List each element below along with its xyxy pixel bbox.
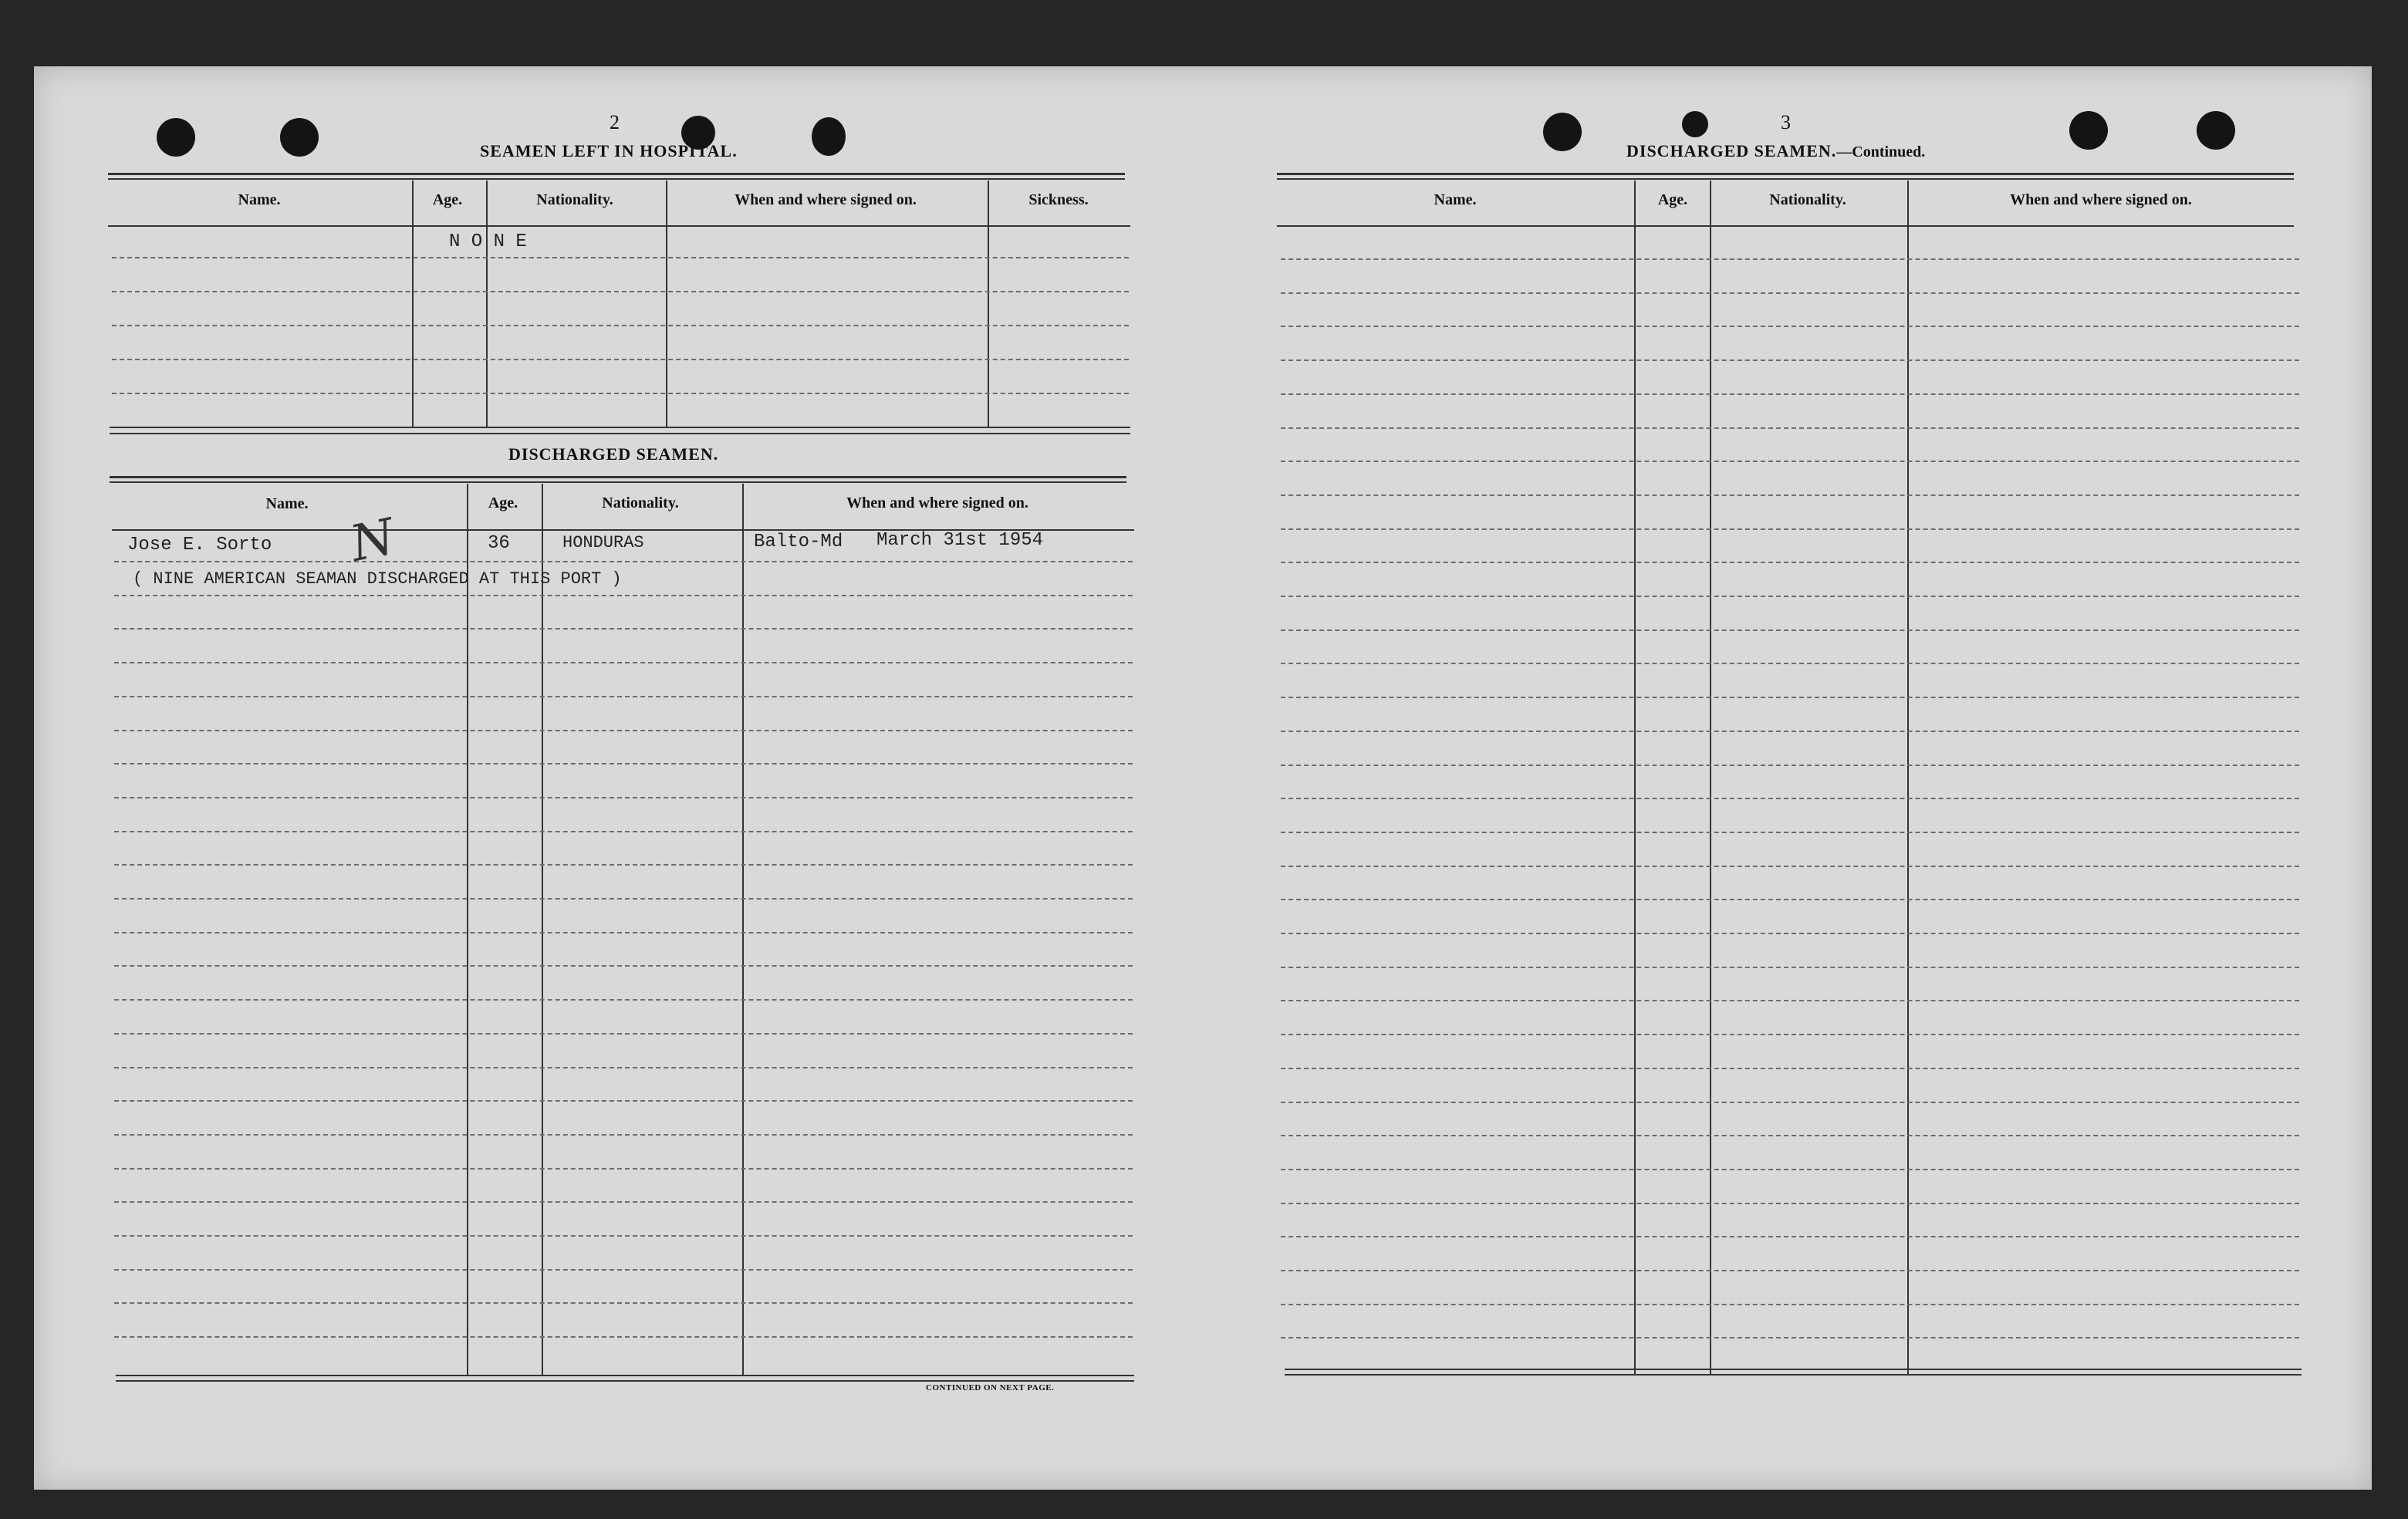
ruled-line — [114, 864, 1133, 866]
seaman-age: 36 — [488, 533, 510, 554]
ruled-line — [1281, 1034, 2299, 1035]
column-header-nationality: Nationality. — [1769, 191, 1846, 208]
ruled-line — [1281, 1135, 2299, 1136]
seaman-nationality: HONDURAS — [562, 533, 644, 552]
column-divider — [467, 484, 468, 1375]
ruled-line — [114, 1302, 1133, 1304]
page-number-left: 2 — [610, 111, 620, 133]
ruled-line — [1281, 1068, 2299, 1069]
rule — [110, 427, 1130, 428]
punch-hole — [1682, 111, 1708, 137]
rule — [110, 481, 1126, 483]
ruled-line — [114, 1235, 1133, 1237]
ruled-line — [1281, 1102, 2299, 1103]
rule — [116, 1375, 1134, 1376]
rule — [108, 173, 1125, 175]
ruled-line — [1281, 1304, 2299, 1305]
ruled-line — [114, 763, 1133, 765]
punch-hole — [2197, 111, 2235, 150]
ruled-line — [1281, 832, 2299, 833]
column-header-name: Name. — [265, 495, 309, 512]
ruled-line — [1281, 1169, 2299, 1170]
ruled-line — [1281, 697, 2299, 698]
column-header-name: Name. — [1434, 191, 1477, 208]
ruled-line — [114, 965, 1133, 967]
ruled-line — [114, 696, 1133, 697]
ruled-line — [1281, 1270, 2299, 1271]
punch-hole — [280, 118, 319, 157]
column-divider — [412, 181, 414, 427]
ruled-line — [114, 1269, 1133, 1271]
rule — [1277, 225, 2294, 227]
ruled-line — [1281, 528, 2299, 530]
ruled-line — [1281, 630, 2299, 631]
ruled-line — [1281, 393, 2299, 395]
ruled-line — [1281, 1203, 2299, 1204]
ruled-line — [114, 1100, 1133, 1102]
ruled-line — [114, 999, 1133, 1001]
ruled-line — [114, 932, 1133, 933]
ruled-line — [1281, 427, 2299, 429]
ruled-line — [1281, 1337, 2299, 1338]
discharged-title-text: DISCHARGED SEAMEN. — [1626, 141, 1837, 160]
ruled-line — [1281, 866, 2299, 867]
column-header-nationality: Nationality. — [602, 495, 679, 511]
ruled-line — [114, 628, 1133, 630]
handwritten-mark: N — [345, 508, 400, 574]
ruled-line — [1281, 292, 2299, 294]
ruled-line — [1281, 258, 2299, 260]
seaman-signed-on-date: March 31st 1954 — [876, 530, 1044, 551]
ruled-line — [1281, 461, 2299, 462]
ruled-line — [1281, 326, 2299, 327]
ruled-line — [1281, 596, 2299, 597]
ruled-line — [112, 257, 1129, 258]
ruled-line — [1281, 967, 2299, 968]
column-divider — [486, 181, 488, 427]
column-divider — [742, 484, 744, 1375]
ruled-line — [112, 325, 1129, 326]
column-header-signed-on: When and where signed on. — [846, 495, 1028, 511]
ruled-line — [1281, 731, 2299, 732]
ruled-line — [1281, 933, 2299, 934]
ruled-line — [114, 1067, 1133, 1068]
document-page — [34, 66, 2372, 1490]
column-header-signed-on: When and where signed on. — [735, 191, 917, 208]
ruled-line — [112, 393, 1129, 394]
ruled-line — [1281, 663, 2299, 664]
column-header-nationality: Nationality. — [536, 191, 613, 208]
page-number-right: 3 — [1781, 111, 1791, 133]
ruled-line — [114, 595, 1133, 596]
column-header-age: Age. — [488, 495, 518, 511]
discharged-section-title: DISCHARGED SEAMEN. — [508, 444, 719, 464]
ruled-line — [1281, 562, 2299, 563]
column-divider — [988, 181, 989, 427]
punch-hole — [812, 117, 846, 156]
rule — [1277, 173, 2294, 175]
column-divider — [666, 181, 667, 427]
column-header-sickness: Sickness. — [1028, 191, 1089, 208]
ruled-line — [114, 1033, 1133, 1035]
punch-hole — [2069, 111, 2108, 150]
ruled-line — [1281, 1000, 2299, 1001]
seaman-name: Jose E. Sorto — [127, 535, 272, 555]
column-divider — [542, 484, 543, 1375]
ruled-line — [112, 291, 1129, 292]
discharged-continued-title — [1626, 141, 1925, 161]
ruled-line — [114, 561, 1133, 562]
rule — [108, 178, 1125, 180]
ruled-line — [114, 730, 1133, 731]
discharge-note: ( NINE AMERICAN SEAMAN DISCHARGED AT THIS PORT ) — [133, 569, 622, 589]
ruled-line — [114, 898, 1133, 900]
column-header-age: Age. — [432, 191, 463, 208]
rule — [110, 433, 1130, 434]
ruled-line — [114, 831, 1133, 832]
ruled-line — [114, 662, 1133, 663]
rule — [1277, 178, 2294, 180]
ruled-line — [114, 1134, 1133, 1136]
ruled-line — [1281, 495, 2299, 496]
punch-hole — [1543, 113, 1582, 151]
rule — [110, 476, 1126, 478]
ruled-line — [1281, 899, 2299, 900]
ruled-line — [1281, 1236, 2299, 1237]
column-header-name: Name. — [238, 191, 281, 208]
punch-hole — [157, 118, 195, 157]
ruled-line — [114, 797, 1133, 798]
ruled-line — [114, 1168, 1133, 1170]
rule — [108, 225, 1130, 227]
rule — [1285, 1369, 2302, 1370]
ruled-line — [1281, 765, 2299, 766]
ruled-line — [114, 1336, 1133, 1338]
rule — [1285, 1374, 2302, 1376]
ruled-line — [1281, 798, 2299, 799]
hospital-none-entry: N O N E — [449, 231, 527, 252]
rule — [116, 1380, 1134, 1382]
ruled-line — [1281, 359, 2299, 361]
seaman-signed-on-place: Balto-Md — [754, 532, 843, 552]
column-header-age: Age. — [1657, 191, 1688, 208]
ruled-line — [114, 1201, 1133, 1203]
ruled-line — [112, 359, 1129, 360]
continued-footer: CONTINUED ON NEXT PAGE. — [926, 1383, 1055, 1392]
continued-suffix: —Continued. — [1836, 143, 1926, 160]
hospital-section-title: SEAMEN LEFT IN HOSPITAL. — [480, 141, 738, 160]
column-header-signed-on: When and where signed on. — [2010, 191, 2192, 208]
